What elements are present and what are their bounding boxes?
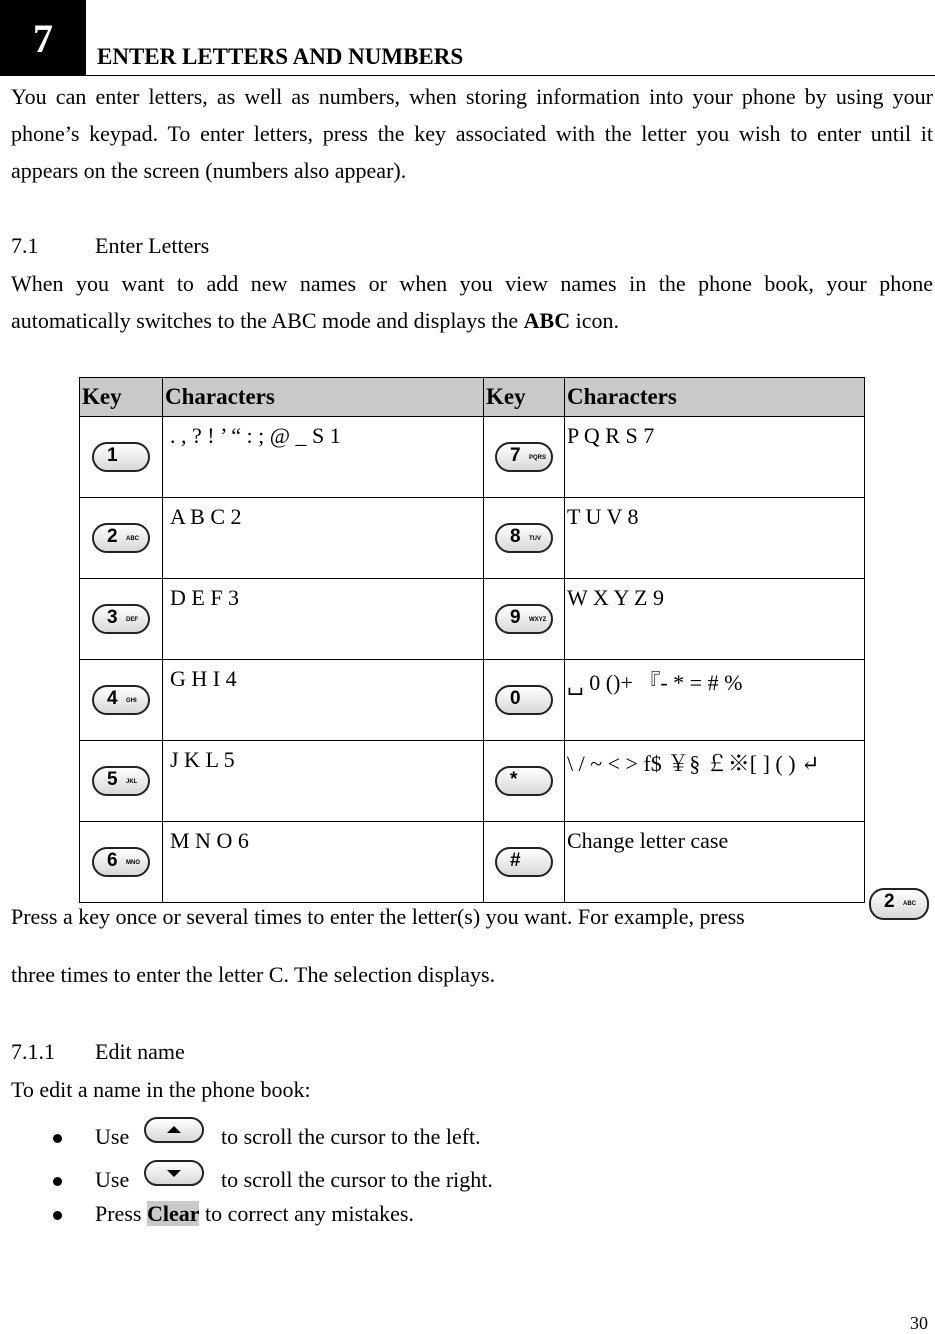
key-digit: 2 xyxy=(107,526,118,547)
phone-key-icon xyxy=(92,685,150,715)
key-digit: 1 xyxy=(107,445,118,466)
chapter-title: ENTER LETTERS AND NUMBERS xyxy=(97,44,464,69)
key-cell xyxy=(80,498,163,579)
bullet-3-suffix: to correct any mistakes. xyxy=(199,1201,414,1226)
key-digit: 8 xyxy=(510,526,521,547)
characters-cell: T U V 8 xyxy=(565,498,865,579)
section-71-text: When you want to add new names or when you view names in the phone book, your phone automatically switches to the ABC mode and displays the xyxy=(11,271,933,333)
table-header-row xyxy=(80,378,865,417)
key-letters: PQRS xyxy=(529,455,547,461)
key-letters: GHI xyxy=(126,698,137,704)
key-cell xyxy=(484,822,565,903)
intro-paragraph: You can enter letters, as well as numbers, when storing information into your phone by using your phone’s keypad. To enter letters, press the key associated with the letter you wish to enter until it appears on the screen (numbers also appear). xyxy=(11,84,933,183)
key-letters: DEF xyxy=(126,617,138,623)
page-number: 30 xyxy=(910,1313,928,1333)
table-row xyxy=(80,498,865,579)
characters-cell: P Q R S 7 xyxy=(565,417,865,498)
characters-cell: . , ? ! ’ “ : ; @ _ S 1 xyxy=(163,417,484,498)
key-digit: 9 xyxy=(510,607,521,628)
key-letters: JKL xyxy=(126,779,138,785)
chapter-number: 7 xyxy=(0,0,86,76)
bullet-dot xyxy=(53,1134,62,1143)
key-digit: * xyxy=(510,769,518,790)
bullet-dot xyxy=(53,1177,62,1186)
key-cell xyxy=(484,417,565,498)
table-row xyxy=(80,822,865,903)
inline-key-digit: 2 xyxy=(884,891,895,912)
subsection-number: 7.1.1 xyxy=(11,1039,55,1064)
key-digit: # xyxy=(510,850,521,871)
bullet-2-text: to scroll the cursor to the right. xyxy=(221,1167,493,1192)
clear-key-label: Clear xyxy=(146,1201,200,1226)
key-cell xyxy=(484,660,565,741)
key-digit: 4 xyxy=(107,688,118,709)
bullet-1-prefix: Use xyxy=(95,1124,130,1149)
key-cell xyxy=(80,417,163,498)
section-title: Enter Letters xyxy=(95,233,210,258)
bullet-3-text xyxy=(95,1201,414,1227)
bullet-2-prefix: Use xyxy=(95,1167,130,1192)
phone-key-icon xyxy=(495,766,553,796)
table-row xyxy=(80,417,865,498)
table-row xyxy=(80,579,865,660)
bullet-3-prefix: Press xyxy=(95,1201,147,1226)
table-row xyxy=(80,741,865,822)
header-characters-1: Characters xyxy=(163,378,484,417)
characters-cell: A B C 2 xyxy=(163,498,484,579)
phone-key-icon xyxy=(92,847,150,877)
key-cell xyxy=(80,741,163,822)
key-cell xyxy=(484,498,565,579)
chapter-divider xyxy=(86,75,935,76)
press-example-line1: Press a key once or several times to enter the letter(s) you want. For example, press xyxy=(11,904,745,929)
key-digit: 6 xyxy=(107,850,118,871)
bullet-dot xyxy=(53,1211,62,1220)
section-71-paragraph xyxy=(11,265,933,339)
inline-key-letters: ABC xyxy=(903,901,916,907)
key-letters: WXYZ xyxy=(529,617,547,623)
down-arrow-key-icon xyxy=(144,1160,204,1186)
abc-mode-label: ABC xyxy=(523,308,571,333)
key-cell xyxy=(80,660,163,741)
key-letters: TUV xyxy=(529,536,541,542)
key-digit: 5 xyxy=(107,769,118,790)
phone-key-icon xyxy=(495,847,553,877)
key-digit: 7 xyxy=(510,445,521,466)
key-cell xyxy=(80,579,163,660)
key-digit: 0 xyxy=(510,688,521,709)
header-key-2: Key xyxy=(484,378,565,417)
phone-key-icon xyxy=(495,523,553,553)
characters-cell: G H I 4 xyxy=(163,660,484,741)
section-number: 7.1 xyxy=(11,233,39,258)
key-cell xyxy=(484,579,565,660)
characters-cell: M N O 6 xyxy=(163,822,484,903)
up-arrow-key-icon xyxy=(144,1117,204,1143)
phone-key-icon xyxy=(92,442,150,472)
section-71-text-end: icon. xyxy=(570,308,619,333)
key-digit: 3 xyxy=(107,607,118,628)
phone-key-icon xyxy=(495,685,553,715)
characters-cell: ␣ 0 ()+ 『- * = # % xyxy=(565,660,865,741)
key-cell xyxy=(484,741,565,822)
header-characters-2: Characters xyxy=(565,378,865,417)
phone-key-icon xyxy=(92,604,150,634)
phone-key-icon xyxy=(495,604,553,634)
phone-key-icon xyxy=(495,442,553,472)
key-letters: ABC xyxy=(126,536,139,542)
bullet-1-text: to scroll the cursor to the left. xyxy=(221,1124,481,1149)
characters-cell: \ / ~ < > f$ ￥§ ￡※[ ] ( ) ↵ xyxy=(565,741,865,822)
key-characters-table xyxy=(79,377,865,903)
phone-key-icon xyxy=(92,766,150,796)
subsection-title: Edit name xyxy=(95,1039,185,1064)
phone-key-icon xyxy=(92,523,150,553)
characters-cell: Change letter case xyxy=(565,822,865,903)
key-letters: MNO xyxy=(126,860,140,866)
table-row xyxy=(80,660,865,741)
header-key-1: Key xyxy=(80,378,163,417)
key-2-inline-icon xyxy=(869,888,929,920)
characters-cell: W X Y Z 9 xyxy=(565,579,865,660)
characters-cell: D E F 3 xyxy=(163,579,484,660)
key-cell xyxy=(80,822,163,903)
press-example-line2: three times to enter the letter C. The selection displays. xyxy=(11,962,496,987)
characters-cell: J K L 5 xyxy=(163,741,484,822)
subsection-intro: To edit a name in the phone book: xyxy=(11,1077,311,1102)
